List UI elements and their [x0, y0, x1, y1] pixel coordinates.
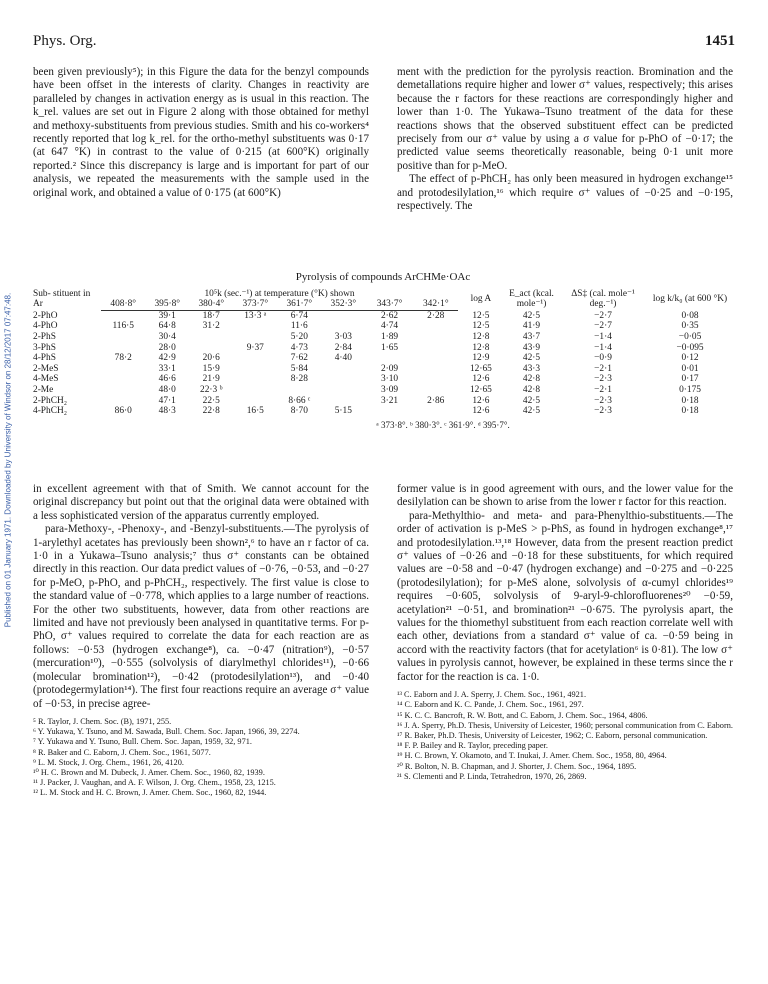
table-cell — [101, 396, 145, 407]
table-cell: 15·9 — [202, 363, 220, 374]
journal-name: Phys. Org. — [33, 33, 97, 49]
table-cell: 2·09 — [380, 363, 399, 374]
table-cell: 4·74 — [380, 321, 399, 332]
table-cell: 64·8 — [158, 321, 176, 332]
table-cell — [101, 310, 145, 321]
header-rate: 10⁵k (sec.⁻¹) at temperature (°K) shown — [204, 288, 355, 299]
table-row — [33, 396, 733, 407]
table-cell: 3·10 — [380, 374, 399, 385]
table-cell: 46·6 — [158, 374, 176, 385]
table-cell — [414, 374, 458, 385]
substituent-cell: 3-PhS — [33, 342, 56, 353]
watermark-text: Published on 01 January 1971. Downloaded by University of Windsor on 28/12/2017 07:47:48. — [3, 292, 13, 628]
table-cell: 0·17 — [681, 374, 699, 385]
table-cell: 43·3 — [522, 363, 541, 374]
table-cell: 48·3 — [158, 406, 176, 417]
paragraph: in excellent agreement with that of Smith. We cannot account for the original discrepancy but point out that the original data were obtained with a less sophisticated version of the apparatus currently employed. — [33, 483, 369, 522]
footnote: ⁶ Y. Yukawa, Y. Tsuno, and M. Sawada, Bull. Chem. Soc. Japan, 1966, 39, 2274. — [33, 727, 300, 737]
footnote: ¹³ C. Eaborn and J. A. Sperry, J. Chem. Soc., 1961, 4921. — [397, 690, 587, 700]
footnote: ⁵ R. Taylor, J. Chem. Soc. (B), 1971, 255. — [33, 716, 172, 726]
table-cell — [321, 310, 365, 321]
footnote: ¹⁸ F. P. Bailey and R. Taylor, preceding paper. — [397, 741, 548, 751]
table-cell — [233, 364, 277, 375]
table-cell — [233, 353, 277, 364]
table-cell: 41·9 — [522, 321, 541, 332]
table-row — [33, 353, 733, 364]
table-cell: 0·175 — [679, 384, 701, 395]
table-cell: 0·12 — [681, 353, 699, 364]
table-cell — [321, 374, 365, 385]
table-cell: 22·8 — [202, 406, 220, 417]
table-cell — [321, 321, 365, 332]
table-cell — [414, 364, 458, 375]
table-cell: 31·2 — [202, 321, 220, 332]
table-cell: 116·5 — [112, 321, 134, 332]
table-cell: 2·86 — [427, 395, 445, 406]
footnote: ¹⁹ H. C. Brown, Y. Okamoto, and T. Inukai, J. Amer. Chem. Soc., 1958, 80, 4964. — [397, 751, 667, 761]
substituent-cell: 2-MeS — [33, 363, 59, 374]
table-cell — [414, 406, 458, 417]
table-cell: 2·28 — [427, 310, 445, 321]
table-cell — [414, 385, 458, 396]
substituent-cell: 4-PhS — [33, 353, 56, 364]
header-substituent: Sub- stituent in Ar — [33, 288, 91, 310]
table-cell: −2·3 — [594, 395, 612, 406]
column-top-right — [397, 66, 733, 213]
paragraph: ment with the prediction for the pyrolysis reaction. Bromination and the demetallations require higher and lower σ⁺ values, respectively; this arises because the r factors for these reactions are correspondingly higher and lower than 1·0. The Yukawa–Tsuno treatment of the data for these reactions shows that the observed substituent effect can be predicted precisely from our σ⁺ value by using a σ value for p-PhO of −0·17; the predicted value seems theoretically reasonable, being 0·1 unit more positive than for p-MeO. — [397, 66, 733, 172]
footnote: ²⁰ R. Bolton, N. B. Chapman, and J. Shorter, J. Chem. Soc., 1964, 1895. — [397, 761, 637, 771]
footnote: ¹⁰ H. C. Brown and M. Dubeck, J. Amer. Chem. Soc., 1960, 82, 1939. — [33, 767, 265, 777]
header-temp: 361·7° — [277, 299, 321, 310]
substituent-cell: 4-MeS — [33, 374, 59, 385]
table-cell: 2·84 — [334, 342, 352, 353]
table-cell: 22·5 — [202, 395, 220, 406]
header-delta-s: ΔS‡ (cal. mole⁻¹ deg.⁻¹) — [571, 288, 635, 310]
table-cell: 0·35 — [681, 321, 699, 332]
header-temp: 352·3° — [321, 299, 365, 310]
table-cell: 33·1 — [158, 363, 176, 374]
table-cell: 12·9 — [472, 353, 490, 364]
table-cell — [233, 332, 277, 343]
table-cell: 42·5 — [522, 353, 541, 364]
table-cell: 12·5 — [472, 310, 490, 321]
table-cell: 42·5 — [522, 395, 541, 406]
table-cell: 12·8 — [472, 331, 490, 342]
download-watermark — [2, 150, 14, 770]
table-cell — [414, 321, 458, 332]
table-cell: −2·7 — [594, 310, 612, 321]
table-cell — [414, 353, 458, 364]
paragraph: been given previously⁵); in this Figure the data for the benzyl compounds have been offset in the interests of clarity. Changes in reactivity are paralleled by changes in activation energy as is usual in this reaction. The k_rel. values are set out in Figure 2 along with those obtained for methyl and methoxy-substituents from previous studies. Smith and his co-workers⁴ recently reported that log k_rel. for the ortho-methyl substituents was 0·17 (at 647 °K) in contrast to the value of 0·215 (at 600°K) originally reported.² Since this discrepancy is large and is important for part of our analysis, we repeated the measurements with the sample used in the original work, and obtained a value of 0·175 (at 600°K) — [33, 66, 369, 199]
table-cell: −1·4 — [594, 331, 612, 342]
column-bottom-right — [397, 483, 733, 782]
footnote: ⁹ L. M. Stock, J. Org. Chem., 1961, 26, 4120. — [33, 757, 184, 767]
table-cell: 11·6 — [290, 321, 308, 332]
table-cell: 12·65 — [469, 363, 492, 374]
table-cell: −0·095 — [676, 342, 704, 353]
table-cell — [101, 385, 145, 396]
footnote: ¹⁶ J. A. Sperry, Ph.D. Thesis, University of Leicester, 1960; personal communication from C. Eaborn. — [397, 720, 733, 730]
table-cell: 0·01 — [681, 363, 699, 374]
table-row — [33, 310, 733, 321]
table-cell: 1·89 — [380, 331, 399, 342]
table-cell: 5·84 — [290, 363, 308, 374]
table-row — [33, 343, 733, 354]
table-cell: −2·1 — [594, 384, 612, 395]
table-cell: 8·70 — [290, 406, 308, 417]
table-cell — [414, 332, 458, 343]
table-cell — [189, 332, 233, 343]
table-cell — [101, 374, 145, 385]
table-cell: 42·5 — [522, 406, 541, 417]
table-cell: 3·09 — [380, 384, 399, 395]
table-cell: 18·7 — [202, 310, 220, 321]
table-cell: 42·8 — [522, 374, 541, 385]
table-cell: 12·6 — [472, 395, 490, 406]
substituent-cell: 2-Me — [33, 384, 54, 395]
table-cell — [233, 374, 277, 385]
table-cell: 48·0 — [158, 384, 176, 395]
footnote: ¹¹ J. Packer, J. Vaughan, and A. F. Wilson, J. Org. Chem., 1958, 23, 1215. — [33, 778, 276, 788]
table-cell: 21·9 — [202, 374, 220, 385]
table-row — [33, 406, 733, 417]
footnote: ¹⁷ R. Baker, Ph.D. Thesis, University of Leicester, 1962; C. Eaborn, personal communication. — [397, 730, 708, 740]
table-cell: −0·05 — [678, 331, 702, 342]
table-row — [33, 385, 733, 396]
header-temp: 395·8° — [145, 299, 189, 310]
table-cell: 5·20 — [290, 331, 308, 342]
table-row — [33, 321, 733, 332]
table-cell: 0·08 — [681, 310, 699, 321]
table-cell: 6·74 — [290, 310, 308, 321]
table-cell: 4·73 — [290, 342, 308, 353]
header-temp: 373·7° — [233, 299, 277, 310]
table-cell: 8·28 — [290, 374, 308, 385]
table-cell: 42·9 — [158, 353, 176, 364]
footnote: ¹² L. M. Stock and H. C. Brown, J. Amer. Chem. Soc., 1960, 82, 1944. — [33, 788, 267, 798]
header-temp: 342·1° — [414, 299, 458, 310]
table-cell: 3·21 — [380, 395, 399, 406]
paragraph: para-Methoxy-, -Phenoxy-, and -Benzyl-substituents.—The pyrolysis of 1-arylethyl acetates has previously been shown²,⁶ to have an r factor of ca. 1·0 in a Yukawa–Tsuno analysis;⁷ thus σ⁺ constants can be obtained directly in this reaction. Our data predict values of −0·76, −0·53, and −0·27 for p-MeO, p-PhO, and p-PhCH₂, respectively. The first value is close to the standard value of −0·778, which applies to a large number of reactions. For the other two substituents, however, data from other reactions are limited and have not previously been analysed in quantitative terms. For p-PhO, σ⁺ values required to correlate the data for each reaction are as follows: −0·53 (hydrogen exchange⁸), ca. −0·47 (nitration⁹), −0·57 (mercuration¹⁰), −0·555 (solvolysis of diarylmethyl chlorides¹¹), −0·66 (molecular bromination¹²), −0·42 (protodesilylation¹³), and −0·40 (protodegermylation¹⁴). The first four reactions require an average σ⁺ value of −0·53, in precise agree- — [33, 523, 369, 710]
table-cell: 16·5 — [246, 406, 264, 417]
table-cell — [277, 385, 321, 396]
table-cell: 42·8 — [522, 384, 541, 395]
table-cell: 78·2 — [114, 353, 132, 364]
table-cell — [101, 364, 145, 375]
table-row — [33, 374, 733, 385]
table-cell: 13·3 ᵃ — [244, 310, 267, 321]
table-cell: 12·8 — [472, 342, 490, 353]
table-cell: 12·65 — [469, 384, 492, 395]
table-cell: 1·65 — [380, 342, 399, 353]
table-cell: 0·18 — [681, 406, 699, 417]
page-number: 1451 — [705, 33, 735, 49]
header-loga: log A — [470, 294, 492, 305]
table-cell: 12·5 — [472, 321, 490, 332]
table-cell: −2·7 — [594, 321, 612, 332]
table-cell: 43·7 — [522, 331, 541, 342]
pyrolysis-table — [33, 272, 733, 430]
table-cell: 12·6 — [472, 374, 490, 385]
table-cell: 0·18 — [681, 395, 699, 406]
column-bottom-left — [33, 483, 369, 799]
table-cell: −2·3 — [594, 406, 612, 417]
table-cell: 5·15 — [334, 406, 352, 417]
table-cell: −2·3 — [594, 374, 612, 385]
table-cell: −0·9 — [594, 353, 612, 364]
table-cell: 3·03 — [334, 331, 352, 342]
paragraph: former value is in good agreement with ours, and the lower value for the desilylation can be shown to arise from the lower r factor for this reaction. — [397, 483, 733, 509]
paragraph: The effect of p-PhCH₂ has only been measured in hydrogen exchange¹⁵ and protodesilylation,¹⁶ which require σ⁺ values of −0·25 and −0·195, respectively. The — [397, 173, 733, 213]
table-row — [33, 332, 733, 343]
table-cell — [233, 385, 277, 396]
table-cell: 20·6 — [202, 353, 220, 364]
header-temp: 343·7° — [365, 299, 413, 310]
table-cell: 86·0 — [114, 406, 132, 417]
table-notes: ᵃ 373·8°. ᵇ 380·3°. ᶜ 361·9°. ᵈ 395·7°. — [376, 419, 510, 430]
header-eact: E_act (kcal. mole⁻¹) — [509, 288, 554, 310]
substituent-cell: 2-PhS — [33, 331, 56, 342]
table-cell: 8·66 ᶜ — [288, 395, 311, 406]
table-cell: 43·9 — [522, 342, 541, 353]
table-cell: 42·5 — [522, 310, 541, 321]
table-cell — [321, 385, 365, 396]
header-temp: 380·4° — [189, 299, 233, 310]
substituent-cell: 4-PhO — [33, 321, 58, 332]
table-row — [33, 364, 733, 375]
table-cell — [189, 343, 233, 354]
table-cell — [414, 343, 458, 354]
paragraph: para-Methylthio- and meta- and para-Phenylthio-substituents.—The order of activation is p-MeS > p-PhS, as found in hydrogen exchange⁸,¹⁷ and protodesilylation.¹³,¹⁸ However, data from the present reaction predict σ⁺ values of −0·26 and −0·18 for these substituents, for which required values are −0·58 and −0·47 (hydrogen exchange) and −0·275 and −0·225 (protodesilylation); for p-MeS alone, solvolysis of α-cumyl chlorides¹⁹ requires −0·605, solvolysis of 9-aryl-9-chlorofluorenes²⁰ −0·59, acetylation²¹ −0·51, and bromination²¹ −0·675. The pyrolysis apart, the values for the thiomethyl substituent from each reaction correlate well with each other, deviations from a standard σ⁺ value of ca. −0·59 being in accord with the reactivity factors (that for acetylation⁶ is 0·81). The low σ⁺ values in pyrolysis cannot, however, be explained in these terms since the r factor for the reaction is ca. 1·0. — [397, 509, 733, 683]
table-cell — [101, 343, 145, 354]
table-cell: −1·4 — [594, 342, 612, 353]
table-cell: 9·37 — [246, 342, 264, 353]
table-cell: 2·62 — [380, 310, 399, 321]
table-cell: 4·40 — [334, 353, 352, 364]
table-cell: 7·62 — [290, 353, 308, 364]
table-cell — [365, 353, 413, 364]
footnote: ¹⁵ K. C. C. Bancroft, R. W. Bott, and C. Eaborn, J. Chem. Soc., 1964, 4806. — [397, 710, 648, 720]
footnote: ⁷ Y. Yukawa and Y. Tsuno, Bull. Chem. Soc. Japan, 1959, 32, 971. — [33, 737, 252, 747]
table-cell — [365, 406, 413, 417]
table-cell — [233, 396, 277, 407]
table-cell — [233, 321, 277, 332]
substituent-cell: 2-PhO — [33, 310, 58, 321]
substituent-cell: 4-PhCH₂ — [33, 406, 68, 417]
header-logk: log k/k₀ (at 600 °K) — [652, 294, 728, 305]
table-cell: 39·1 — [158, 310, 176, 321]
column-top-left — [33, 66, 369, 200]
table-cell: 28·0 — [158, 342, 176, 353]
table-caption: Pyrolysis of compounds ArCHMe·OAc — [295, 271, 471, 283]
header-temp: 408·8° — [101, 299, 145, 310]
table-cell — [321, 396, 365, 407]
footnote: ¹⁴ C. Eaborn and K. C. Pande, J. Chem. Soc., 1961, 297. — [397, 700, 584, 710]
table-cell: −2·1 — [594, 363, 612, 374]
substituent-cell: 2-PhCH₂ — [33, 395, 68, 406]
footnote: ⁸ R. Baker and C. Eaborn, J. Chem. Soc., 1961, 5077. — [33, 747, 211, 757]
footnote: ²¹ S. Clementi and P. Linda, Tetrahedron, 1970, 26, 2869. — [397, 771, 587, 781]
table-cell: 30·4 — [158, 331, 176, 342]
table-cell — [321, 364, 365, 375]
table-cell: 12·6 — [472, 406, 490, 417]
table-cell: 47·1 — [158, 395, 176, 406]
table-cell — [101, 332, 145, 343]
table-cell: 22·3 ᵇ — [200, 384, 223, 395]
